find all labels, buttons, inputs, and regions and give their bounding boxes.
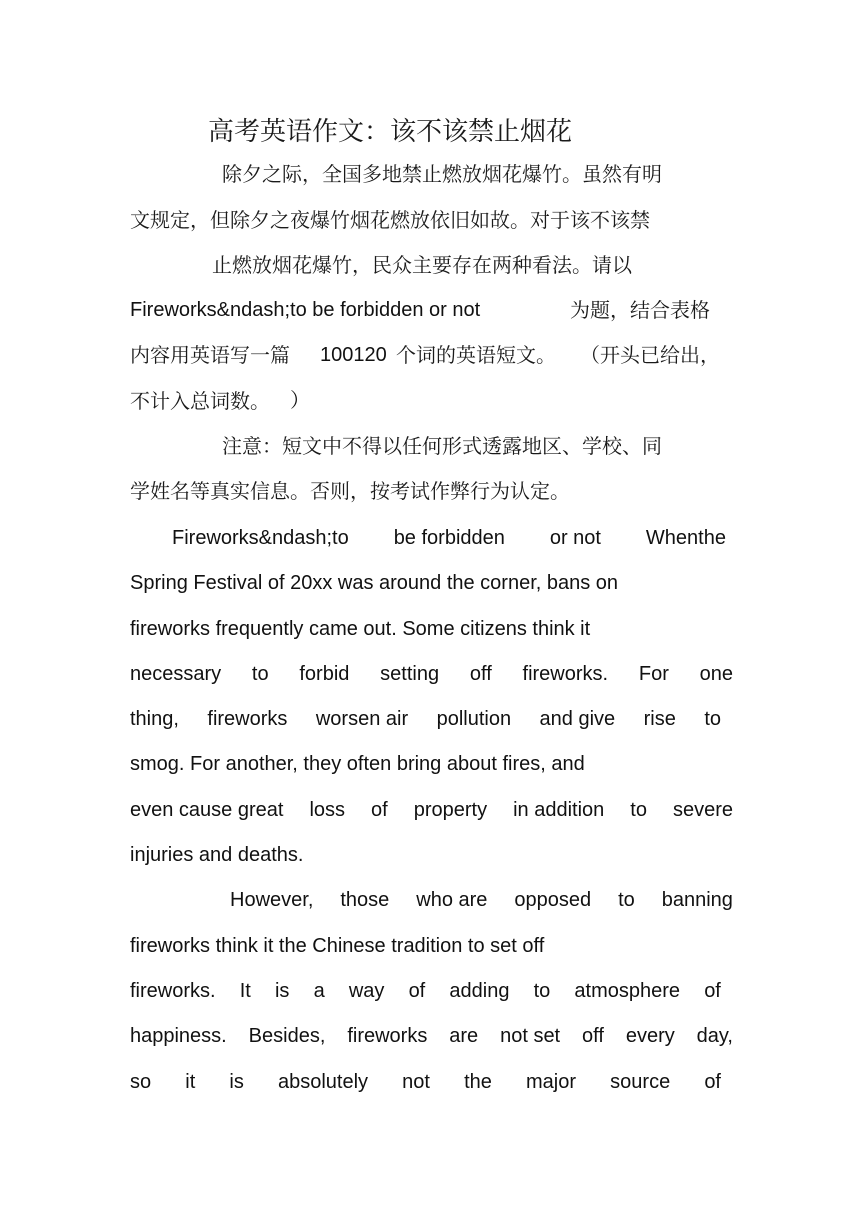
essay-word: are bbox=[449, 1025, 479, 1047]
essay-word: of bbox=[408, 980, 426, 1002]
essay-word: every bbox=[625, 1025, 675, 1047]
essay-word: necessary bbox=[130, 663, 222, 685]
essay-word: be forbidden bbox=[393, 527, 505, 549]
prompt-line: （开头已给出， bbox=[580, 343, 720, 367]
essay-line bbox=[130, 1070, 721, 1094]
essay-word: forbid bbox=[299, 663, 350, 685]
essay-line bbox=[130, 707, 721, 731]
essay-word: atmosphere bbox=[574, 980, 681, 1002]
essay-line: fireworks frequently came out. Some citizens think it bbox=[130, 618, 591, 640]
prompt-line: 个词的英语短文。 bbox=[396, 343, 556, 367]
essay-word: It bbox=[239, 980, 251, 1002]
essay-word: Besides, bbox=[248, 1025, 326, 1047]
essay-word: is bbox=[229, 1071, 244, 1093]
essay-word: to bbox=[533, 980, 551, 1002]
essay-word: day, bbox=[696, 1025, 733, 1047]
essay-word: happiness. bbox=[130, 1025, 227, 1047]
essay-word: loss bbox=[309, 799, 346, 821]
essay-line: injuries and deaths. bbox=[130, 844, 304, 866]
essay-line: fireworks think it the Chinese tradition to set off bbox=[130, 935, 545, 957]
essay-word: fireworks bbox=[207, 708, 288, 730]
essay-word: to bbox=[251, 663, 269, 685]
essay-heading bbox=[172, 526, 726, 550]
essay-word: or not bbox=[549, 527, 601, 549]
note-line: 注意：短文中不得以任何形式透露地区、学校、同 bbox=[222, 434, 662, 458]
essay-word: so bbox=[130, 1071, 152, 1093]
essay-word: fireworks bbox=[347, 1025, 428, 1047]
prompt-line: 为题，结合表格 bbox=[570, 298, 710, 322]
essay-line: smog. For another, they often bring about fires, and bbox=[130, 753, 585, 775]
prompt-line: 内容用英语写一篇 bbox=[130, 343, 290, 367]
essay-word: not set bbox=[500, 1025, 561, 1047]
essay-word: fireworks. bbox=[522, 663, 609, 685]
essay-word: to bbox=[618, 889, 635, 911]
essay-word: source bbox=[610, 1071, 671, 1093]
essay-word: way bbox=[348, 980, 385, 1002]
essay-line bbox=[130, 979, 721, 1003]
essay-word: of bbox=[371, 799, 388, 821]
essay-word: of bbox=[704, 1071, 721, 1093]
essay-word: those bbox=[340, 889, 390, 911]
essay-word: to bbox=[630, 799, 647, 821]
essay-line bbox=[230, 888, 733, 912]
essay-word: absolutely bbox=[277, 1071, 369, 1093]
essay-word: Whenthe bbox=[645, 527, 726, 549]
word-count-range: 100120 bbox=[320, 344, 387, 366]
essay-word: one bbox=[699, 663, 733, 685]
essay-word: fireworks. bbox=[130, 980, 216, 1002]
note-line: 学姓名等真实信息。否则，按考试作弊行为认定。 bbox=[130, 479, 570, 503]
essay-word: property bbox=[413, 799, 488, 821]
prompt-line: 除夕之际，全国多地禁止燃放烟花爆竹。虽然有明 bbox=[222, 162, 662, 186]
page-title: 高考英语作文：该不该禁止烟花 bbox=[208, 117, 573, 147]
closing-paren: ） bbox=[290, 390, 310, 412]
essay-word: severe bbox=[672, 799, 733, 821]
prompt-line: 文规定，但除夕之夜爆竹烟花燃放依旧如故。对于该不该禁 bbox=[130, 208, 650, 232]
essay-line bbox=[130, 662, 733, 686]
essay-word: banning bbox=[661, 889, 733, 911]
essay-word: to bbox=[704, 708, 721, 730]
essay-word: the bbox=[464, 1071, 492, 1093]
essay-word: in addition bbox=[513, 799, 605, 821]
essay-word: is bbox=[274, 980, 290, 1002]
essay-word: worsen air bbox=[315, 708, 409, 730]
essay-word: who are bbox=[416, 889, 488, 911]
essay-word: off bbox=[469, 663, 492, 685]
essay-word: pollution bbox=[436, 708, 512, 730]
essay-word: Fireworks&ndash;to bbox=[172, 527, 349, 549]
prompt-topic-english: Fireworks&ndash;to be forbidden or not bbox=[130, 299, 481, 321]
essay-word: a bbox=[313, 980, 325, 1002]
essay-word: setting bbox=[380, 663, 440, 685]
prompt-line: 不计入总词数。 bbox=[130, 389, 270, 413]
prompt-line: 止燃放烟花爆竹，民众主要存在两种看法。请以 bbox=[212, 253, 632, 277]
essay-word: major bbox=[526, 1071, 577, 1093]
essay-line bbox=[130, 1024, 733, 1048]
essay-word: off bbox=[582, 1025, 604, 1047]
essay-word: However, bbox=[230, 889, 314, 911]
essay-word: not bbox=[402, 1071, 430, 1093]
essay-line bbox=[130, 798, 733, 822]
essay-word: thing, bbox=[130, 708, 179, 730]
essay-word: For bbox=[638, 663, 669, 685]
essay-word: it bbox=[185, 1071, 196, 1093]
essay-word: and give bbox=[539, 708, 616, 730]
essay-word: rise bbox=[643, 708, 676, 730]
essay-line: Spring Festival of 20xx was around the corner, bans on bbox=[130, 572, 619, 594]
essay-word: adding bbox=[449, 980, 510, 1002]
essay-word: opposed bbox=[514, 889, 592, 911]
essay-word: of bbox=[704, 980, 721, 1002]
essay-word: even cause great bbox=[130, 799, 284, 821]
